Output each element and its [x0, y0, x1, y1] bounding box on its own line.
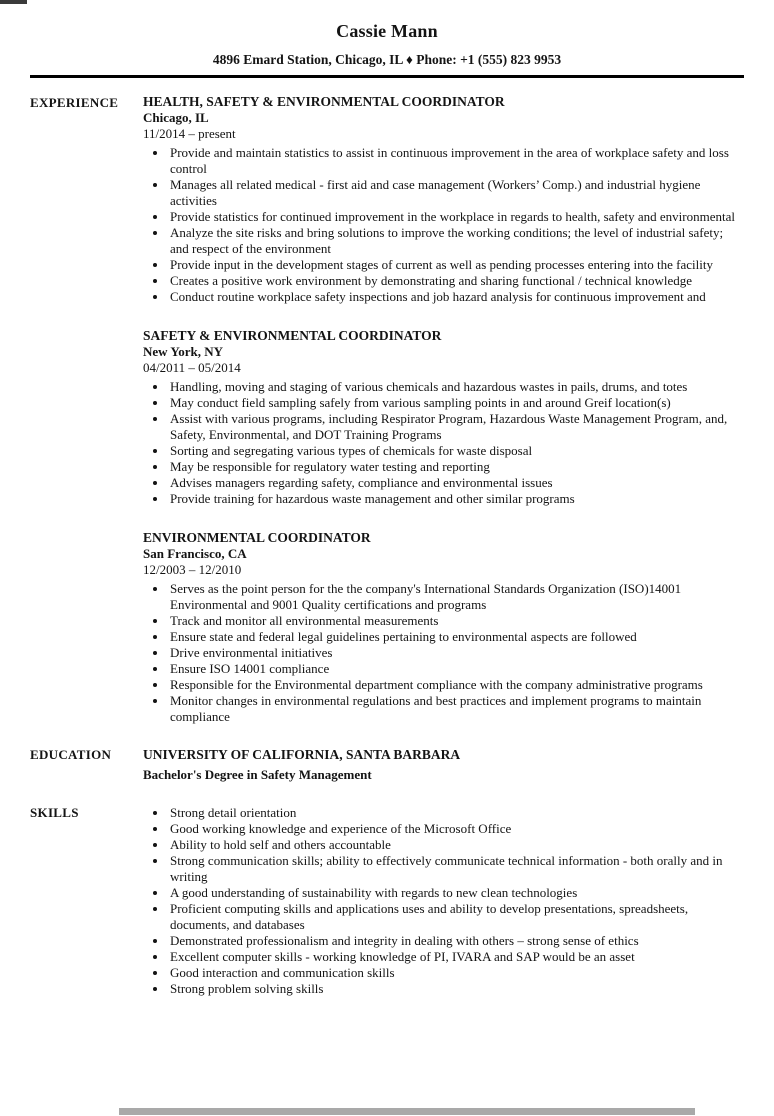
education-body	[143, 746, 744, 783]
section-label-skills: SKILLS	[30, 805, 79, 820]
resume-header	[0, 0, 774, 68]
bullet-item: • May be responsible for regulatory water testing and reporting	[168, 459, 744, 475]
education-school: UNIVERSITY OF CALIFORNIA, SANTA BARBARA	[143, 747, 461, 762]
bullet-item: • Serves as the point person for the the company's International Standards Organization (ISO)14001 Environmental and 9001 Quality certifications and programs	[168, 581, 744, 613]
bullet-item: • Provide statistics for continued improvement in the workplace in regards to health, safety and environmental	[168, 209, 744, 225]
job-location: New York, NY	[143, 344, 224, 359]
bullet-item: • Creates a positive work environment by demonstrating and sharing functional / technical knowledge	[168, 273, 744, 289]
bullet-item: • Responsible for the Environmental department compliance with the company administrative programs	[168, 677, 744, 693]
bullet-item: • Assist with various programs, including Respirator Program, Hazardous Waste Management Program, and, Safety, Environmental, and DOT Training Programs	[168, 411, 744, 443]
job-dates: 04/2011 – 05/2014	[143, 360, 241, 375]
bullet-item: • Ensure ISO 14001 compliance	[168, 661, 744, 677]
job-bullets	[143, 581, 744, 725]
bullet-item: • Ability to hold self and others accountable	[168, 837, 744, 853]
resume-body	[0, 78, 774, 997]
job-title: ENVIRONMENTAL COORDINATOR	[143, 530, 371, 545]
skills-body	[143, 804, 744, 997]
bullet-item: • May conduct field sampling safely from various sampling points in and around Greif location(s)	[168, 395, 744, 411]
job-entry	[143, 530, 744, 725]
experience-section	[30, 94, 744, 725]
experience-body	[143, 94, 744, 725]
job-entry	[143, 328, 744, 507]
bullet-item: • Strong problem solving skills	[168, 981, 744, 997]
bullet-item: • Analyze the site risks and bring solutions to improve the working conditions; the level of industrial safety; and respect of the environment	[168, 225, 744, 257]
bullet-item: • Advises managers regarding safety, compliance and environmental issues	[168, 475, 744, 491]
bullet-item: • Good interaction and communication skills	[168, 965, 744, 981]
education-degree: Bachelor's Degree in Safety Management	[143, 767, 372, 782]
section-label-education: EDUCATION	[30, 747, 112, 762]
skills-list	[143, 805, 744, 997]
job-bullets	[143, 145, 744, 305]
contact-line: 4896 Emard Station, Chicago, IL ♦ Phone: +1 (555) 823 9953	[212, 52, 562, 67]
education-section	[30, 746, 744, 783]
bullet-item: • Provide training for hazardous waste management and other similar programs	[168, 491, 744, 507]
bullet-item: • Excellent computer skills - working knowledge of PI, IVARA and SAP would be an asset	[168, 949, 744, 965]
bullet-item: • Ensure state and federal legal guidelines pertaining to environmental aspects are followed	[168, 629, 744, 645]
scan-artifact-bottom	[119, 1108, 695, 1115]
bullet-item: • Sorting and segregating various types of chemicals for waste disposal	[168, 443, 744, 459]
job-location: San Francisco, CA	[143, 546, 247, 561]
section-label-experience: EXPERIENCE	[30, 95, 119, 110]
job-dates: 11/2014 – present	[143, 126, 236, 141]
bullet-item: • Monitor changes in environmental regulations and best practices and implement programs to maintain compliance	[168, 693, 744, 725]
bullet-item: • Track and monitor all environmental measurements	[168, 613, 744, 629]
job-dates: 12/2003 – 12/2010	[143, 562, 242, 577]
bullet-item: • Strong detail orientation	[168, 805, 744, 821]
bullet-item: • Strong communication skills; ability to effectively communicate technical information - both orally and in writing	[168, 853, 744, 885]
bullet-item: • Demonstrated professionalism and integrity in dealing with others – strong sense of ethics	[168, 933, 744, 949]
bullet-item: • Proficient computing skills and applications uses and ability to develop presentations, spreadsheets, documents, and databases	[168, 901, 744, 933]
bullet-item: • Provide and maintain statistics to assist in continuous improvement in the area of workplace safety and loss control	[168, 145, 744, 177]
bullet-item: • Manages all related medical - first aid and case management (Workers’ Comp.) and industrial hygiene activities	[168, 177, 744, 209]
bullet-item: • Conduct routine workplace safety inspections and job hazard analysis for continuous improvement and	[168, 289, 744, 305]
job-location: Chicago, IL	[143, 110, 209, 125]
bullet-item: • Drive environmental initiatives	[168, 645, 744, 661]
bullet-item: • A good understanding of sustainability with regards to new clean technologies	[168, 885, 744, 901]
job-title: SAFETY & ENVIRONMENTAL COORDINATOR	[143, 328, 442, 343]
bullet-item: • Good working knowledge and experience of the Microsoft Office	[168, 821, 744, 837]
candidate-name: Cassie Mann	[336, 21, 438, 41]
bullet-item: • Provide input in the development stages of current as well as pending processes entering into the facility	[168, 257, 744, 273]
job-title: HEALTH, SAFETY & ENVIRONMENTAL COORDINATOR	[143, 94, 505, 109]
bullet-item: • Handling, moving and staging of various chemicals and hazardous wastes in pails, drums, and totes	[168, 379, 744, 395]
skills-section	[30, 804, 744, 997]
scan-artifact-top	[0, 0, 27, 4]
job-entry	[143, 94, 744, 305]
job-bullets	[143, 379, 744, 507]
